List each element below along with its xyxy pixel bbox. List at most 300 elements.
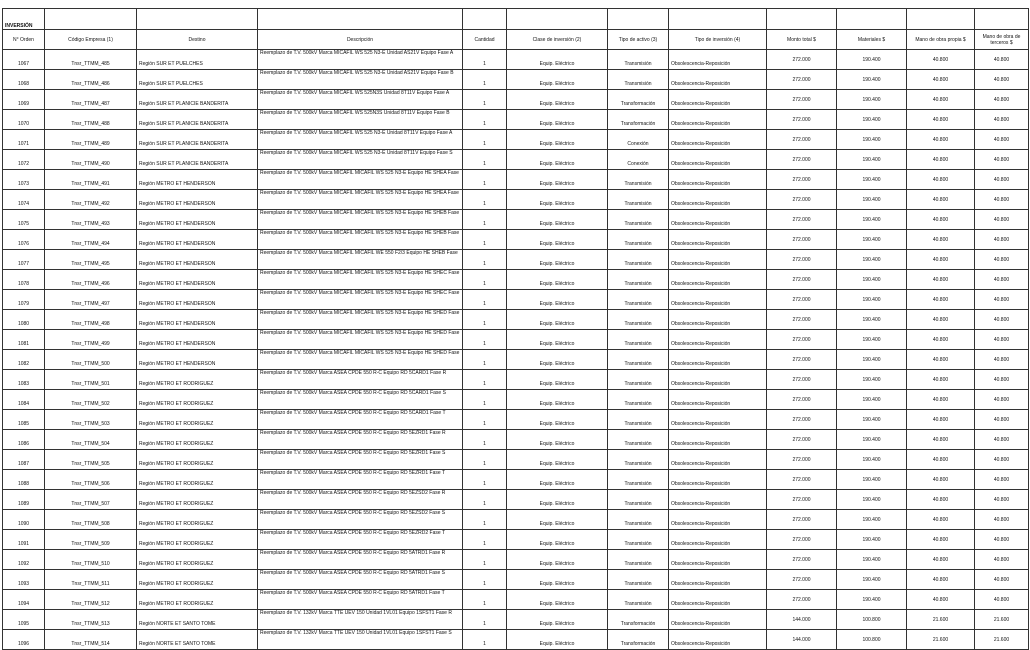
cell-materiales: 190.400 [837,310,907,330]
cell-tipo-inversion: Obsolescencia-Reposición [669,170,767,190]
cell-monto: 272.000 [767,450,837,470]
table-row [3,310,1029,330]
cell-codigo: Tnsr_TTMM_509 [45,530,137,550]
header-codigo: Código Empresa (1) [45,30,137,50]
cell-descripcion: Reemplazo de T.V. 500kV Marca MICAFIL MICAFIL WS 525 N3-E Equipo HE SHEB Fase [258,230,463,250]
cell-descripcion: Reemplazo de T.V. 500kV Marca MICAFIL WS 525 N3-E Unidad 8T11V Equipo Fase A [258,130,463,150]
cell-cantidad: 1 [463,590,507,610]
cell-destino: Región METRO ET RODRIGUEZ [137,410,258,430]
cell-destino: Región NORTE ET SANTO TOME [137,630,258,650]
cell-tipo-activo: Transmisión [608,310,669,330]
cell-mano-propia: 40.800 [907,170,975,190]
cell-clase: Equip. Eléctrico [507,610,608,630]
cell-tipo-activo: Conexión [608,150,669,170]
cell-mano-terceros: 40.800 [975,550,1029,570]
cell-mano-propia: 40.800 [907,110,975,130]
header-orden: N° Orden [3,30,45,50]
cell-descripcion: Reemplazo de T.V. 500kV Marca ASEA CPDE 550 R-C Equipo RD 5EZRD2 Fase T [258,530,463,550]
cell-materiales: 190.400 [837,450,907,470]
cell-clase: Equip. Eléctrico [507,330,608,350]
cell-destino: Región SUR ET PLANICIE BANDERITA [137,110,258,130]
cell-mano-terceros: 40.800 [975,150,1029,170]
section-label-cell [3,9,45,30]
cell-materiales: 190.400 [837,470,907,490]
cell-materiales: 190.400 [837,330,907,350]
cell-orden: 1068 [3,70,45,90]
cell-codigo: Tnsr_TTMM_489 [45,130,137,150]
table-row [3,190,1029,210]
cell-tipo-activo: Transmisión [608,290,669,310]
cell-destino: Región METRO ET HENDERSON [137,270,258,290]
cell-orden: 1073 [3,170,45,190]
cell-mano-propia: 40.800 [907,450,975,470]
cell-orden: 1089 [3,490,45,510]
cell-codigo: Tnsr_TTMM_500 [45,350,137,370]
cell-mano-terceros: 40.800 [975,130,1029,150]
cell-cantidad: 1 [463,530,507,550]
cell-descripcion: Reemplazo de T.V. 500kV Marca ASEA CPDE 550 R-C Equipo RD 5EZRD1 Fase R [258,430,463,450]
table-row [3,350,1029,370]
cell-orden: 1088 [3,470,45,490]
cell-mano-propia: 40.800 [907,230,975,250]
cell-materiales: 190.400 [837,350,907,370]
table-row [3,490,1029,510]
cell-mano-terceros: 40.800 [975,430,1029,450]
section-label: INVERSIÓN [5,23,33,29]
cell-orden: 1093 [3,570,45,590]
cell-destino: Región METRO ET HENDERSON [137,310,258,330]
cell-clase: Equip. Eléctrico [507,510,608,530]
cell-materiales: 190.400 [837,410,907,430]
cell-tipo-inversion: Obsolescencia-Reposición [669,550,767,570]
cell-tipo-activo: Transmisión [608,330,669,350]
cell-orden: 1091 [3,530,45,550]
cell-tipo-inversion: Obsolescencia-Reposición [669,50,767,70]
cell-tipo-inversion: Obsolescencia-Reposición [669,270,767,290]
cell-clase: Equip. Eléctrico [507,230,608,250]
cell-codigo: Tnsr_TTMM_511 [45,570,137,590]
investment-table [2,8,1029,650]
cell-descripcion: Reemplazo de T.V. 500kV Marca ASEA CPDE 550 R-C Equipo RD 5ATRD1 Fase R [258,550,463,570]
cell-codigo: Tnsr_TTMM_486 [45,70,137,90]
cell-mano-terceros: 40.800 [975,370,1029,390]
cell-clase: Equip. Eléctrico [507,370,608,390]
table-row [3,170,1029,190]
cell-descripcion: Reemplazo de T.V. 500kV Marca ASEA CPDE 550 R-C Equipo RD 5ATRD1 Fase S [258,570,463,590]
cell-descripcion: Reemplazo de T.V. 500kV Marca ASEA CPDE 550 R-C Equipo RD 5EZRD1 Fase T [258,470,463,490]
cell-tipo-inversion: Obsolescencia-Reposición [669,450,767,470]
cell-mano-propia: 40.800 [907,370,975,390]
cell-materiales: 190.400 [837,370,907,390]
cell-tipo-activo: Transmisión [608,350,669,370]
cell-destino: Región METRO ET RODRIGUEZ [137,450,258,470]
cell-clase: Equip. Eléctrico [507,590,608,610]
cell-mano-propia: 21.600 [907,630,975,650]
cell-materiales: 190.400 [837,530,907,550]
cell-mano-terceros: 21.600 [975,630,1029,650]
cell-mano-propia: 40.800 [907,50,975,70]
cell-destino: Región SUR ET PUELCHES [137,50,258,70]
cell-orden: 1067 [3,50,45,70]
cell-cantidad: 1 [463,110,507,130]
cell-codigo: Tnsr_TTMM_488 [45,110,137,130]
cell-tipo-activo: Transmisión [608,390,669,410]
cell-destino: Región METRO ET HENDERSON [137,350,258,370]
cell-materiales: 190.400 [837,130,907,150]
cell-materiales: 190.400 [837,230,907,250]
cell-tipo-activo: Transmisión [608,530,669,550]
cell-destino: Región METRO ET RODRIGUEZ [137,510,258,530]
cell-materiales: 190.400 [837,490,907,510]
cell-tipo-inversion: Obsolescencia-Reposición [669,570,767,590]
cell-materiales: 190.400 [837,190,907,210]
cell-descripcion: Reemplazo de T.V. 500kV Marca MICAFIL WS 525 N3-E Unidad AS21V Equipo Fase B [258,70,463,90]
cell-clase: Equip. Eléctrico [507,630,608,650]
cell-cantidad: 1 [463,570,507,590]
cell-monto: 272.000 [767,90,837,110]
table-row [3,570,1029,590]
cell-cantidad: 1 [463,150,507,170]
cell-destino: Región METRO ET HENDERSON [137,230,258,250]
cell-cantidad: 1 [463,310,507,330]
cell-codigo: Tnsr_TTMM_507 [45,490,137,510]
cell-descripcion: Reemplazo de T.V. 500kV Marca ASEA CPDE 550 R-C Equipo RD 5ATRD1 Fase T [258,590,463,610]
cell-destino: Región METRO ET HENDERSON [137,210,258,230]
header-materiales: Materiales $ [837,30,907,50]
cell-tipo-activo: Transmisión [608,430,669,450]
cell-monto: 272.000 [767,570,837,590]
cell-tipo-activo: Transmisión [608,490,669,510]
table-row [3,90,1029,110]
cell-cantidad: 1 [463,130,507,150]
cell-codigo: Tnsr_TTMM_495 [45,250,137,270]
cell-monto: 272.000 [767,550,837,570]
cell-mano-terceros: 40.800 [975,470,1029,490]
cell-descripcion: Reemplazo de T.V. 500kV Marca MICAFIL WS 525 N3-E Unidad 8T11V Equipo Fase S [258,150,463,170]
header-spacer-row [3,9,1029,30]
cell-orden: 1074 [3,190,45,210]
cell-cantidad: 1 [463,390,507,410]
cell-mano-propia: 40.800 [907,490,975,510]
table-row [3,370,1029,390]
cell-mano-propia: 40.800 [907,470,975,490]
cell-destino: Región METRO ET RODRIGUEZ [137,430,258,450]
cell-cantidad: 1 [463,250,507,270]
cell-mano-propia: 40.800 [907,150,975,170]
cell-monto: 144.000 [767,610,837,630]
cell-codigo: Tnsr_TTMM_514 [45,630,137,650]
cell-monto: 272.000 [767,150,837,170]
cell-monto: 272.000 [767,410,837,430]
table-row [3,50,1029,70]
cell-tipo-inversion: Obsolescencia-Reposición [669,350,767,370]
cell-mano-propia: 21.600 [907,610,975,630]
cell-materiales: 190.400 [837,550,907,570]
cell-descripcion: Reemplazo de T.V. 500kV Marca ASEA CPDE 550 R-C Equipo RD 5EZRD1 Fase S [258,450,463,470]
cell-mano-propia: 40.800 [907,390,975,410]
cell-mano-propia: 40.800 [907,70,975,90]
table-body [3,50,1029,650]
header-cantidad: Cantidad [463,30,507,50]
cell-clase: Equip. Eléctrico [507,50,608,70]
cell-tipo-inversion: Obsolescencia-Reposición [669,110,767,130]
table-row [3,510,1029,530]
cell-mano-terceros: 40.800 [975,70,1029,90]
cell-cantidad: 1 [463,330,507,350]
cell-cantidad: 1 [463,90,507,110]
cell-codigo: Tnsr_TTMM_493 [45,210,137,230]
cell-orden: 1077 [3,250,45,270]
cell-mano-propia: 40.800 [907,430,975,450]
cell-cantidad: 1 [463,370,507,390]
cell-codigo: Tnsr_TTMM_491 [45,170,137,190]
cell-codigo: Tnsr_TTMM_504 [45,430,137,450]
cell-mano-propia: 40.800 [907,310,975,330]
cell-codigo: Tnsr_TTMM_505 [45,450,137,470]
cell-mano-terceros: 40.800 [975,590,1029,610]
cell-cantidad: 1 [463,610,507,630]
cell-mano-propia: 40.800 [907,550,975,570]
cell-descripcion: Reemplazo de T.V. 500kV Marca MICAFIL MICAFIL WS 525 N3-E Equipo HE SHED Fase [258,330,463,350]
cell-mano-propia: 40.800 [907,350,975,370]
cell-tipo-inversion: Obsolescencia-Reposición [669,610,767,630]
cell-codigo: Tnsr_TTMM_487 [45,90,137,110]
cell-materiales: 190.400 [837,250,907,270]
cell-codigo: Tnsr_TTMM_501 [45,370,137,390]
cell-codigo: Tnsr_TTMM_490 [45,150,137,170]
cell-tipo-inversion: Obsolescencia-Reposición [669,310,767,330]
cell-tipo-activo: Transmisión [608,450,669,470]
cell-destino: Región METRO ET RODRIGUEZ [137,530,258,550]
cell-mano-terceros: 40.800 [975,310,1029,330]
table-row [3,610,1029,630]
cell-orden: 1087 [3,450,45,470]
cell-orden: 1081 [3,330,45,350]
cell-destino: Región SUR ET PLANICIE BANDERITA [137,150,258,170]
cell-codigo: Tnsr_TTMM_499 [45,330,137,350]
cell-tipo-activo: Transmisión [608,170,669,190]
cell-descripcion: Reemplazo de T.V. 500kV Marca MICAFIL MICAFIL WS 525 N3-E Equipo HE SHEB Fase [258,210,463,230]
cell-mano-terceros: 40.800 [975,570,1029,590]
cell-clase: Equip. Eléctrico [507,70,608,90]
cell-mano-propia: 40.800 [907,290,975,310]
cell-orden: 1092 [3,550,45,570]
cell-destino: Región METRO ET RODRIGUEZ [137,490,258,510]
cell-codigo: Tnsr_TTMM_485 [45,50,137,70]
table-row [3,110,1029,130]
cell-codigo: Tnsr_TTMM_506 [45,470,137,490]
cell-materiales: 190.400 [837,170,907,190]
cell-mano-terceros: 40.800 [975,170,1029,190]
cell-mano-propia: 40.800 [907,510,975,530]
cell-tipo-activo: Transmisión [608,270,669,290]
table-row [3,410,1029,430]
header-monto: Monto total $ [767,30,837,50]
cell-codigo: Tnsr_TTMM_502 [45,390,137,410]
cell-clase: Equip. Eléctrico [507,310,608,330]
cell-tipo-inversion: Obsolescencia-Reposición [669,390,767,410]
cell-orden: 1084 [3,390,45,410]
cell-clase: Equip. Eléctrico [507,430,608,450]
cell-cantidad: 1 [463,430,507,450]
table-row [3,550,1029,570]
cell-monto: 272.000 [767,370,837,390]
cell-codigo: Tnsr_TTMM_498 [45,310,137,330]
cell-mano-propia: 40.800 [907,190,975,210]
cell-monto: 272.000 [767,390,837,410]
cell-destino: Región METRO ET RODRIGUEZ [137,590,258,610]
cell-cantidad: 1 [463,630,507,650]
cell-tipo-activo: Transmisión [608,210,669,230]
cell-codigo: Tnsr_TTMM_492 [45,190,137,210]
cell-destino: Región METRO ET RODRIGUEZ [137,370,258,390]
cell-mano-terceros: 40.800 [975,250,1029,270]
cell-monto: 272.000 [767,290,837,310]
cell-clase: Equip. Eléctrico [507,290,608,310]
cell-clase: Equip. Eléctrico [507,390,608,410]
cell-clase: Equip. Eléctrico [507,450,608,470]
cell-materiales: 190.400 [837,590,907,610]
cell-tipo-inversion: Obsolescencia-Reposición [669,430,767,450]
cell-descripcion: Reemplazo de T.V. 500kV Marca ASEA CPDE 550 R-C Equipo RD 5CARD1 Fase T [258,410,463,430]
cell-mano-terceros: 40.800 [975,410,1029,430]
cell-descripcion: Reemplazo de T.V. 500kV Marca ASEA CPDE 550 R-C Equipo RD 5CARD1 Fase S [258,390,463,410]
column-header-row [3,30,1029,50]
cell-materiales: 190.400 [837,210,907,230]
cell-monto: 272.000 [767,470,837,490]
header-destino: Destino [137,30,258,50]
cell-destino: Región METRO ET HENDERSON [137,250,258,270]
cell-destino: Región SUR ET PLANICIE BANDERITA [137,130,258,150]
cell-materiales: 100.800 [837,610,907,630]
table-row [3,250,1029,270]
cell-tipo-activo: Transmisión [608,550,669,570]
cell-tipo-activo: Transmisión [608,230,669,250]
cell-mano-terceros: 40.800 [975,490,1029,510]
cell-mano-terceros: 40.800 [975,530,1029,550]
table-row [3,530,1029,550]
cell-cantidad: 1 [463,350,507,370]
cell-orden: 1078 [3,270,45,290]
cell-monto: 272.000 [767,50,837,70]
cell-cantidad: 1 [463,190,507,210]
table-row [3,290,1029,310]
cell-codigo: Tnsr_TTMM_503 [45,410,137,430]
cell-materiales: 190.400 [837,50,907,70]
cell-codigo: Tnsr_TTMM_497 [45,290,137,310]
cell-tipo-activo: Transmisión [608,250,669,270]
cell-mano-propia: 40.800 [907,90,975,110]
cell-destino: Región METRO ET HENDERSON [137,190,258,210]
table-row [3,590,1029,610]
cell-codigo: Tnsr_TTMM_496 [45,270,137,290]
cell-mano-terceros: 40.800 [975,390,1029,410]
table-row [3,430,1029,450]
cell-descripcion: Reemplazo de T.V. 132kV Marca TTE UEV 150 Unidad 1VL01 Equipo 1SFST1 Fase S [258,630,463,650]
cell-orden: 1083 [3,370,45,390]
cell-clase: Equip. Eléctrico [507,410,608,430]
table-row [3,390,1029,410]
cell-tipo-inversion: Obsolescencia-Reposición [669,490,767,510]
cell-mano-propia: 40.800 [907,570,975,590]
cell-cantidad: 1 [463,170,507,190]
cell-tipo-activo: Transformación [608,90,669,110]
cell-cantidad: 1 [463,470,507,490]
cell-destino: Región METRO ET HENDERSON [137,170,258,190]
table-row [3,230,1029,250]
cell-tipo-activo: Transformación [608,610,669,630]
cell-mano-terceros: 40.800 [975,290,1029,310]
cell-tipo-inversion: Obsolescencia-Reposición [669,150,767,170]
cell-materiales: 190.400 [837,110,907,130]
cell-materiales: 100.800 [837,630,907,650]
cell-orden: 1080 [3,310,45,330]
cell-monto: 272.000 [767,250,837,270]
cell-tipo-activo: Transformación [608,110,669,130]
cell-orden: 1072 [3,150,45,170]
cell-descripcion: Reemplazo de T.V. 500kV Marca MICAFIL WS 525N3S Unidad 8T11V Equipo Fase A [258,90,463,110]
cell-destino: Región SUR ET PUELCHES [137,70,258,90]
cell-mano-terceros: 40.800 [975,350,1029,370]
cell-destino: Región METRO ET HENDERSON [137,330,258,350]
cell-tipo-activo: Transformación [608,630,669,650]
cell-tipo-activo: Transmisión [608,470,669,490]
table-row [3,150,1029,170]
cell-orden: 1096 [3,630,45,650]
cell-clase: Equip. Eléctrico [507,130,608,150]
cell-tipo-inversion: Obsolescencia-Reposición [669,190,767,210]
cell-destino: Región METRO ET RODRIGUEZ [137,570,258,590]
cell-destino: Región SUR ET PLANICIE BANDERITA [137,90,258,110]
cell-descripcion: Reemplazo de T.V. 500kV Marca MICAFIL MICAFIL WS 525 N3-E Equipo HE SHEC Fase [258,270,463,290]
cell-tipo-inversion: Obsolescencia-Reposición [669,510,767,530]
cell-destino: Región NORTE ET SANTO TOME [137,610,258,630]
cell-orden: 1095 [3,610,45,630]
cell-mano-propia: 40.800 [907,530,975,550]
cell-orden: 1085 [3,410,45,430]
cell-monto: 272.000 [767,190,837,210]
cell-destino: Región METRO ET HENDERSON [137,290,258,310]
cell-cantidad: 1 [463,410,507,430]
header-clase: Clase de inversión (2) [507,30,608,50]
cell-orden: 1094 [3,590,45,610]
cell-mano-propia: 40.800 [907,250,975,270]
cell-codigo: Tnsr_TTMM_508 [45,510,137,530]
cell-clase: Equip. Eléctrico [507,210,608,230]
header-descripcion: Descripción [258,30,463,50]
cell-tipo-inversion: Obsolescencia-Reposición [669,470,767,490]
cell-codigo: Tnsr_TTMM_510 [45,550,137,570]
cell-descripcion: Reemplazo de T.V. 132kV Marca TTE UEV 150 Unidad 1VL01 Equipo 1SFST1 Fase R [258,610,463,630]
cell-cantidad: 1 [463,230,507,250]
cell-monto: 272.000 [767,330,837,350]
cell-clase: Equip. Eléctrico [507,250,608,270]
cell-descripcion: Reemplazo de T.V. 500kV Marca MICAFIL MICAFIL WS 525 N3-E Equipo HE SHED Fase [258,310,463,330]
cell-materiales: 190.400 [837,390,907,410]
cell-cantidad: 1 [463,50,507,70]
cell-mano-propia: 40.800 [907,210,975,230]
cell-mano-terceros: 40.800 [975,210,1029,230]
cell-clase: Equip. Eléctrico [507,150,608,170]
cell-monto: 272.000 [767,230,837,250]
cell-tipo-inversion: Obsolescencia-Reposición [669,130,767,150]
cell-tipo-activo: Transmisión [608,590,669,610]
cell-mano-terceros: 40.800 [975,50,1029,70]
cell-orden: 1076 [3,230,45,250]
cell-tipo-activo: Conexión [608,130,669,150]
cell-orden: 1071 [3,130,45,150]
cell-orden: 1082 [3,350,45,370]
